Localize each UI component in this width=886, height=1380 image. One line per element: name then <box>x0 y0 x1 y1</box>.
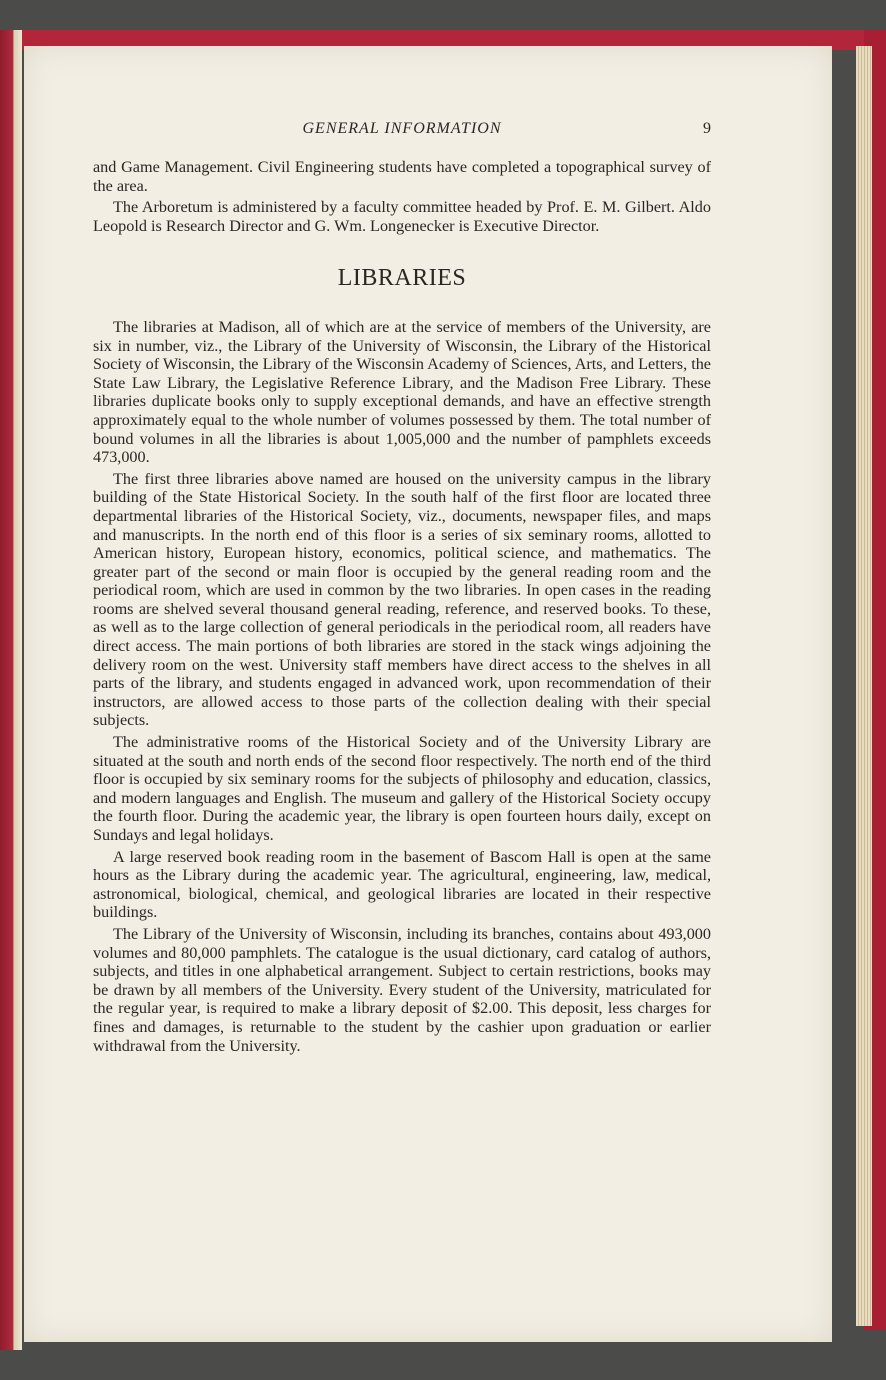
section-title: LIBRARIES <box>337 265 467 292</box>
paragraph-libraries-overview: The libraries at Madison, all of which are at the service of members of the University, are six in number, viz., the Library of the University of Wisconsin, the Library of the Historical Society of Wisconsin, the Library of the Wisconsin Academy of Sciences, Arts, and Letters, the State Law Library, the Legislative Reference Library, and the Madison Free Library. These libraries duplicate books only to supply exceptional demands, and have an effective strength approximately equal to the whole number of volumes possessed by them. The total number of bound volumes in all the libraries is about 1,005,000 and the number of pamphlets exceeds 473,000. <box>93 317 711 467</box>
paragraph-arboretum: The Arboretum is administered by a faculty committee headed by Prof. E. M. Gilbert. Aldo Leopold is Research Director and G. Wm. Longenecker is Executive Director. <box>93 198 711 235</box>
book-cover-left-edge <box>0 30 22 1350</box>
paragraph-university-library: The Library of the University of Wisconsin, including its branches, contains about 493,000 volumes and 80,000 pamphlets. The catalogue is the usual dictionary, card catalog of authors, subjects, and titles in one alphabetical arrangement. Subject to certain restrictions, books may be drawn by all members of the University. Every student of the University, matriculated for the regular year, is required to make a library deposit of $2.00. This deposit, less charges for fines and damages, is returnable to the student by the cashier upon graduation or earlier withdrawal from the University. <box>93 924 711 1055</box>
paragraph-continued: and Game Management. Civil Engineering students have completed a topographical survey of the area. <box>93 158 711 195</box>
paragraph-historical-society-building: The first three libraries above named are housed on the university campus in the library building of the State Historical Society. In the south half of the first floor are located three departmental libraries of the Historical Society, viz., documents, newspaper files, and maps and manuscripts. In the north end of this floor is a series of six seminary rooms, allotted to American history, European history, economics, political science, and mathematics. The greater part of the second or main floor is occupied by the general reading room and the periodical room, which are used in common by the two libraries. In open cases in the reading rooms are shelved several thousand general reading, reference, and reserved books. To these, as well as to the large collection of general periodicals in the periodical room, all readers have direct access. The main portions of both libraries are stored in the stack wings adjoining the delivery room on the west. University staff members have direct access to the shelves in all parts of the library, and students engaged in advanced work, upon recommendation of their instructors, are allowed access to those parts of the collection dealing with their special subjects. <box>93 469 711 730</box>
running-head <box>93 120 711 144</box>
page-number: 9 <box>703 120 711 137</box>
paragraph-administrative-rooms: The administrative rooms of the Historical Society and of the University Library are situated at the south and north ends of the second floor respectively. The north end of the third floor is occupied by six seminary rooms for the subjects of philosophy and education, classics, and modern languages and English. The museum and gallery of the Historical Society occupy the fourth floor. During the academic year, the library is open fourteen hours daily, except on Sundays and legal holidays. <box>93 733 711 844</box>
paragraph-bascom-hall: A large reserved book reading room in the basement of Bascom Hall is open at the same hours as the Library during the academic year. The agricultural, engineering, law, medical, astronomical, biological, chemical, and geological libraries are located in their respective buildings. <box>93 847 711 922</box>
running-title: GENERAL INFORMATION <box>302 120 502 137</box>
page-edges <box>856 46 872 1326</box>
page-text-block <box>93 120 711 1058</box>
